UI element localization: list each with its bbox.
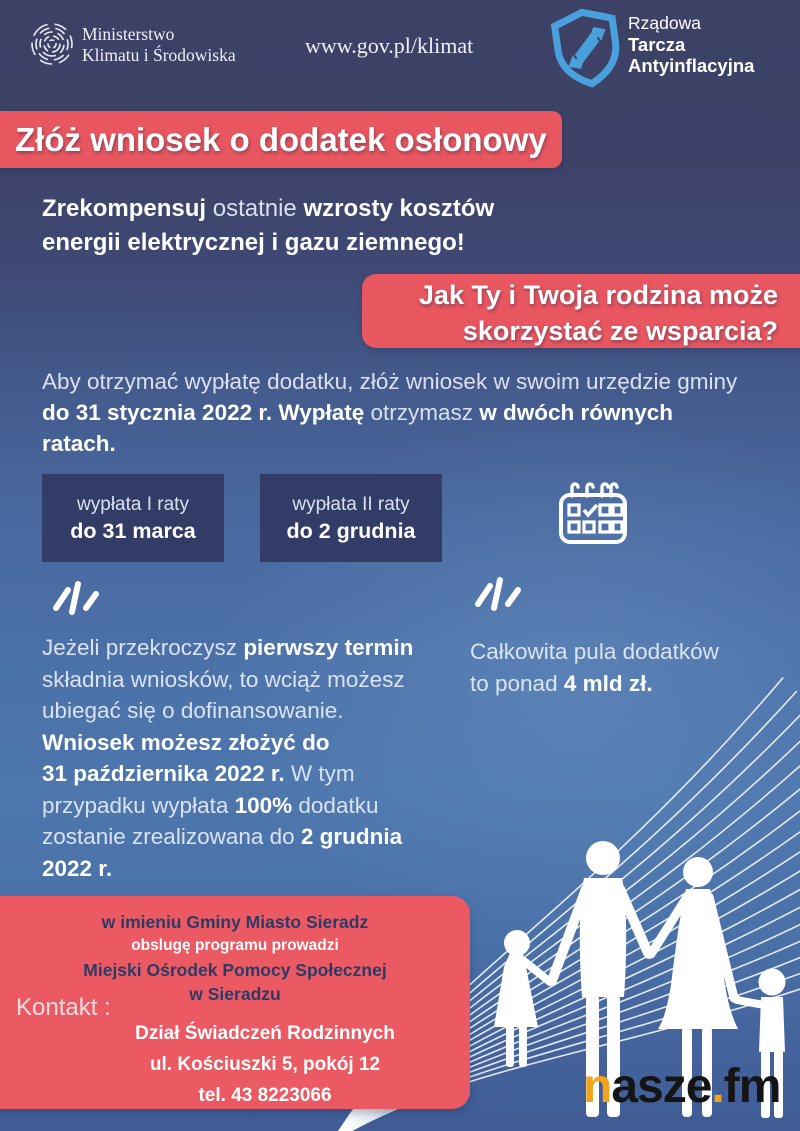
badge-line2: Tarcza [628, 34, 686, 55]
emphasis-burst-icon-left [48, 568, 100, 616]
late-bold-5: 2 grudnia [300, 824, 403, 849]
howto-light-2: otrzymasz [364, 400, 480, 425]
late-light-1: Jeżeli przekroczysz [42, 635, 244, 660]
question-line2: skorzystać ze wsparcia? [462, 316, 778, 346]
contact-org-city: w Sieradzu [189, 984, 281, 1004]
contact-dept: Dział Świadczeń Rodzinnych [135, 1023, 395, 1044]
contact-in-behalf: w imieniu Gminy Miasto Sieradz [101, 912, 369, 932]
late-light-3: ubiegać się o dofinansowanie. [42, 698, 344, 723]
anti-inflation-shield-icon [550, 8, 624, 88]
contact-managed-by: obslugę programu prowadzi [131, 937, 339, 954]
calendar-icon [556, 482, 630, 546]
installment-2-label: wypłata II raty [292, 494, 410, 515]
howto-bold-2: w dwóch równych [479, 400, 674, 425]
contact-label: Kontakt : [16, 994, 111, 1021]
installment-1-label: wypłata I raty [77, 494, 189, 515]
howto-bold-3: ratach. [42, 431, 116, 456]
title-banner: Złóż wniosek o dodatek osłonowy [0, 111, 562, 168]
watermark-dot: . [711, 1060, 724, 1113]
installment-box-2 [260, 474, 442, 562]
installment-1-deadline: do 31 marca [70, 519, 196, 543]
contact-details [95, 1018, 435, 1111]
late-bold-3: 31 października 2022 r. [42, 761, 285, 786]
pool-light-1: Całkowita pula dodatków [470, 639, 719, 664]
late-light-5: przypadku wypłata [42, 792, 235, 818]
intro-text [42, 192, 494, 260]
pool-light-2: to ponad [470, 670, 564, 696]
badge-line3: Antyinflacyjna [628, 55, 755, 76]
website-url: www.gov.pl/klimat [305, 33, 474, 58]
ministry-name-line1: Ministerstwo [82, 24, 175, 44]
question-banner [362, 274, 800, 348]
anti-inflation-badge-text [628, 13, 754, 76]
intro-bold-3: energii elektrycznej i gazu ziemnego! [42, 229, 465, 256]
intro-light-1: ostatnie [206, 195, 304, 222]
late-bold-4: 100% [234, 792, 293, 818]
late-bold-1: pierwszy termin [243, 635, 414, 660]
question-line1: Jak Ty i Twoja rodzina może [418, 280, 778, 310]
installment-2-deadline: do 2 grudnia [286, 519, 416, 543]
late-light-2: składnia wniosków, to wciąż możesz [42, 666, 405, 692]
contact-phone: tel. 43 8223066 [198, 1085, 332, 1106]
late-light-4: W tym [284, 761, 355, 786]
ministry-name [82, 24, 236, 66]
howto-light-1: Aby otrzymać wypłatę dodatku, złóż wniosek w swoim urzędzie gminy [42, 369, 738, 394]
late-bold-2: Wniosek możesz złożyć do [42, 729, 330, 755]
badge-line1: Rządowa [628, 13, 701, 33]
pool-text [470, 636, 770, 699]
emphasis-burst-icon-right [470, 564, 522, 612]
contact-address: ul. Kościuszki 5, pokój 12 [149, 1054, 381, 1075]
watermark-n: n [583, 1060, 612, 1113]
howto-text [42, 366, 766, 459]
watermark-fm: fm [723, 1060, 781, 1113]
contact-box [0, 896, 470, 1109]
late-light-6: dodatku [292, 792, 379, 818]
contact-header [0, 910, 470, 1006]
ministry-logo-icon [28, 20, 76, 68]
intro-bold-2: wzrosty kosztów [303, 195, 495, 222]
contact-org: Miejski Ośrodek Pomocy Społecznej [83, 960, 387, 980]
howto-bold-1: do 31 stycznia 2022 r. Wypłatę [42, 400, 365, 425]
watermark-asze: asze [611, 1060, 712, 1113]
nasze-fm-watermark [583, 1059, 780, 1114]
late-bold-6: 2022 r. [42, 855, 113, 881]
late-light-7: zostanie zrealizowana do [42, 824, 301, 849]
late-application-text [42, 632, 442, 884]
intro-bold-1: Zrekompensuj [42, 195, 207, 222]
ministry-name-line2: Klimatu i Środowiska [82, 45, 236, 65]
installment-box-1 [42, 474, 224, 562]
pool-bold-1: 4 mld zł. [563, 670, 653, 696]
